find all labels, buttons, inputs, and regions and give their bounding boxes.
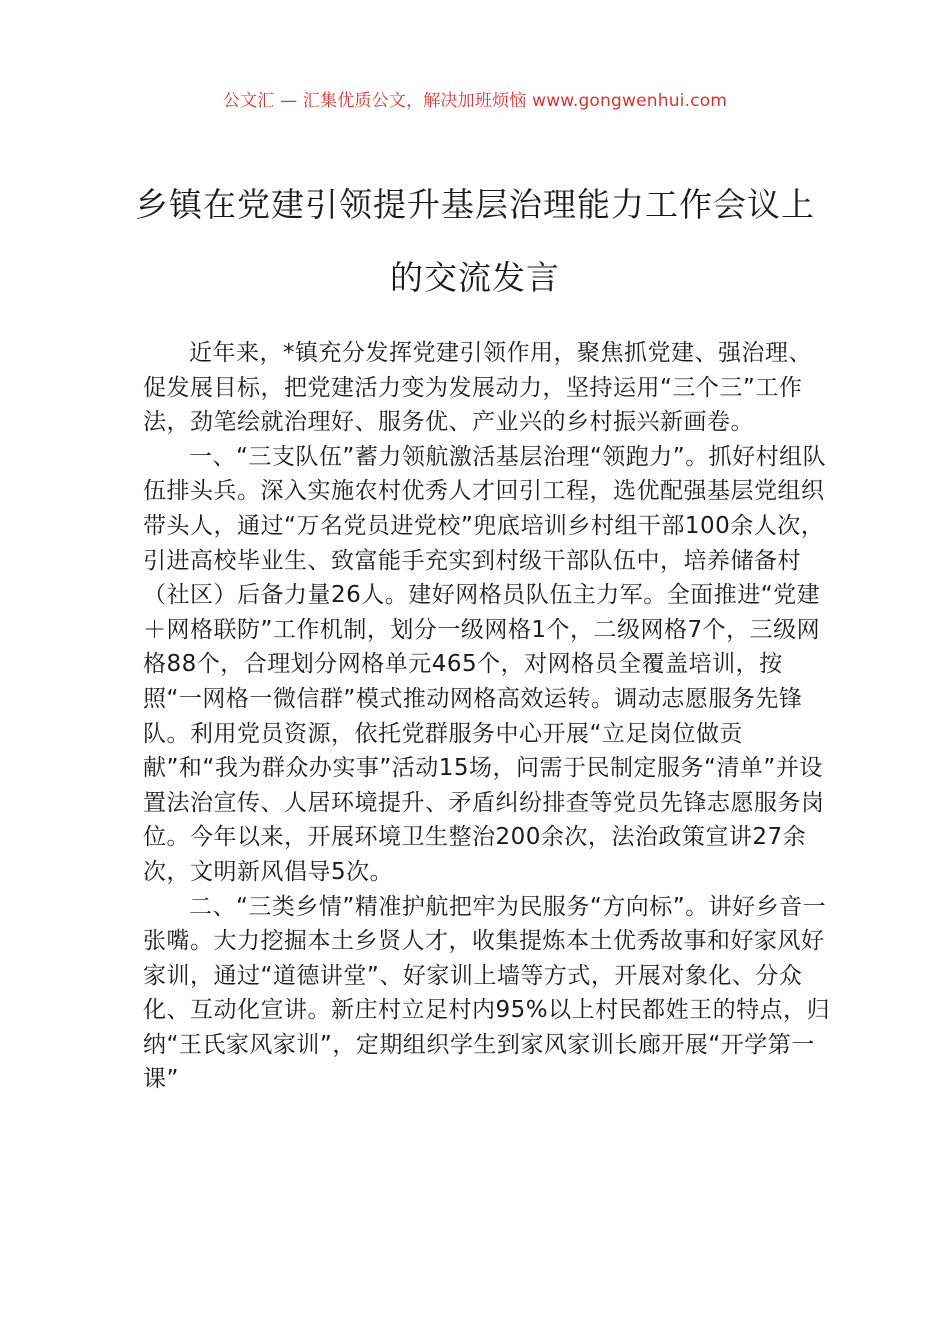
document-title: 乡镇在党建引领提升基层治理能力工作会议上的交流发言 — [135, 185, 815, 297]
paragraph-intro: 近年来，*镇充分发挥党建引领作用，聚焦抓党建、强治理、促发展目标，把党建活力变为发展动力，坚持运用“三个三”工作法，劲笔绘就治理好、服务优、产业兴的乡村振兴新画卷。 — [143, 340, 812, 436]
paragraph-section-one: 一、“三支队伍”蓄力领航激活基层治理“领跑力”。抓好村组队伍排头兵。深入实施农村优秀人才回引工程，选优配强基层党组织带头人，通过“万名党员进党校”兜底培训乡村组干部100余人次，引进高校毕业生、致富能手充实到村级干部队伍中，培养储备村（社区）后备力量26人。建好网格员队伍主力军。全面推进“党建＋网格联防”工作机制，划分一级网格1个，二级网格7个，三级网格88个，合理划分网格单元465个，对网格员全覆盖培训，按照“一网格一微信群”模式推动网格高效运转。调动志愿服务先锋队。利用党员资源，依托党群服务中心开展“立足岗位做贡献”和“我为群众办实事”活动15场，问需于民制定服务“清单”并设置法治宣传、人居环境提升、矛盾纠纷排查等党员先锋志愿服务岗位。今年以来，开展环境卫生整治200余次，法治政策宣讲27余次，文明新风倡导5次。 — [143, 443, 827, 885]
source-banner: 公文汇 — 汇集优质公文，解决加班烦恼 www.gongwenhui.com — [222, 91, 728, 111]
paragraph-section-two: 二、“三类乡情”精准护航把牢为民服务“方向标”。讲好乡音一张嘴。大力挖掘本土乡贤人才，收集提炼本土优秀故事和好家风好家训，通过“道德讲堂”、好家训上墙等方式，开展对象化、分众化、互动化宣讲。新庄村立足村内95%以上村民都姓王的特点，归纳“王氏家风家训”，定期组织学生到家风家训长廊开展“开学第一课” — [143, 893, 831, 1093]
document-body — [143, 336, 833, 1097]
